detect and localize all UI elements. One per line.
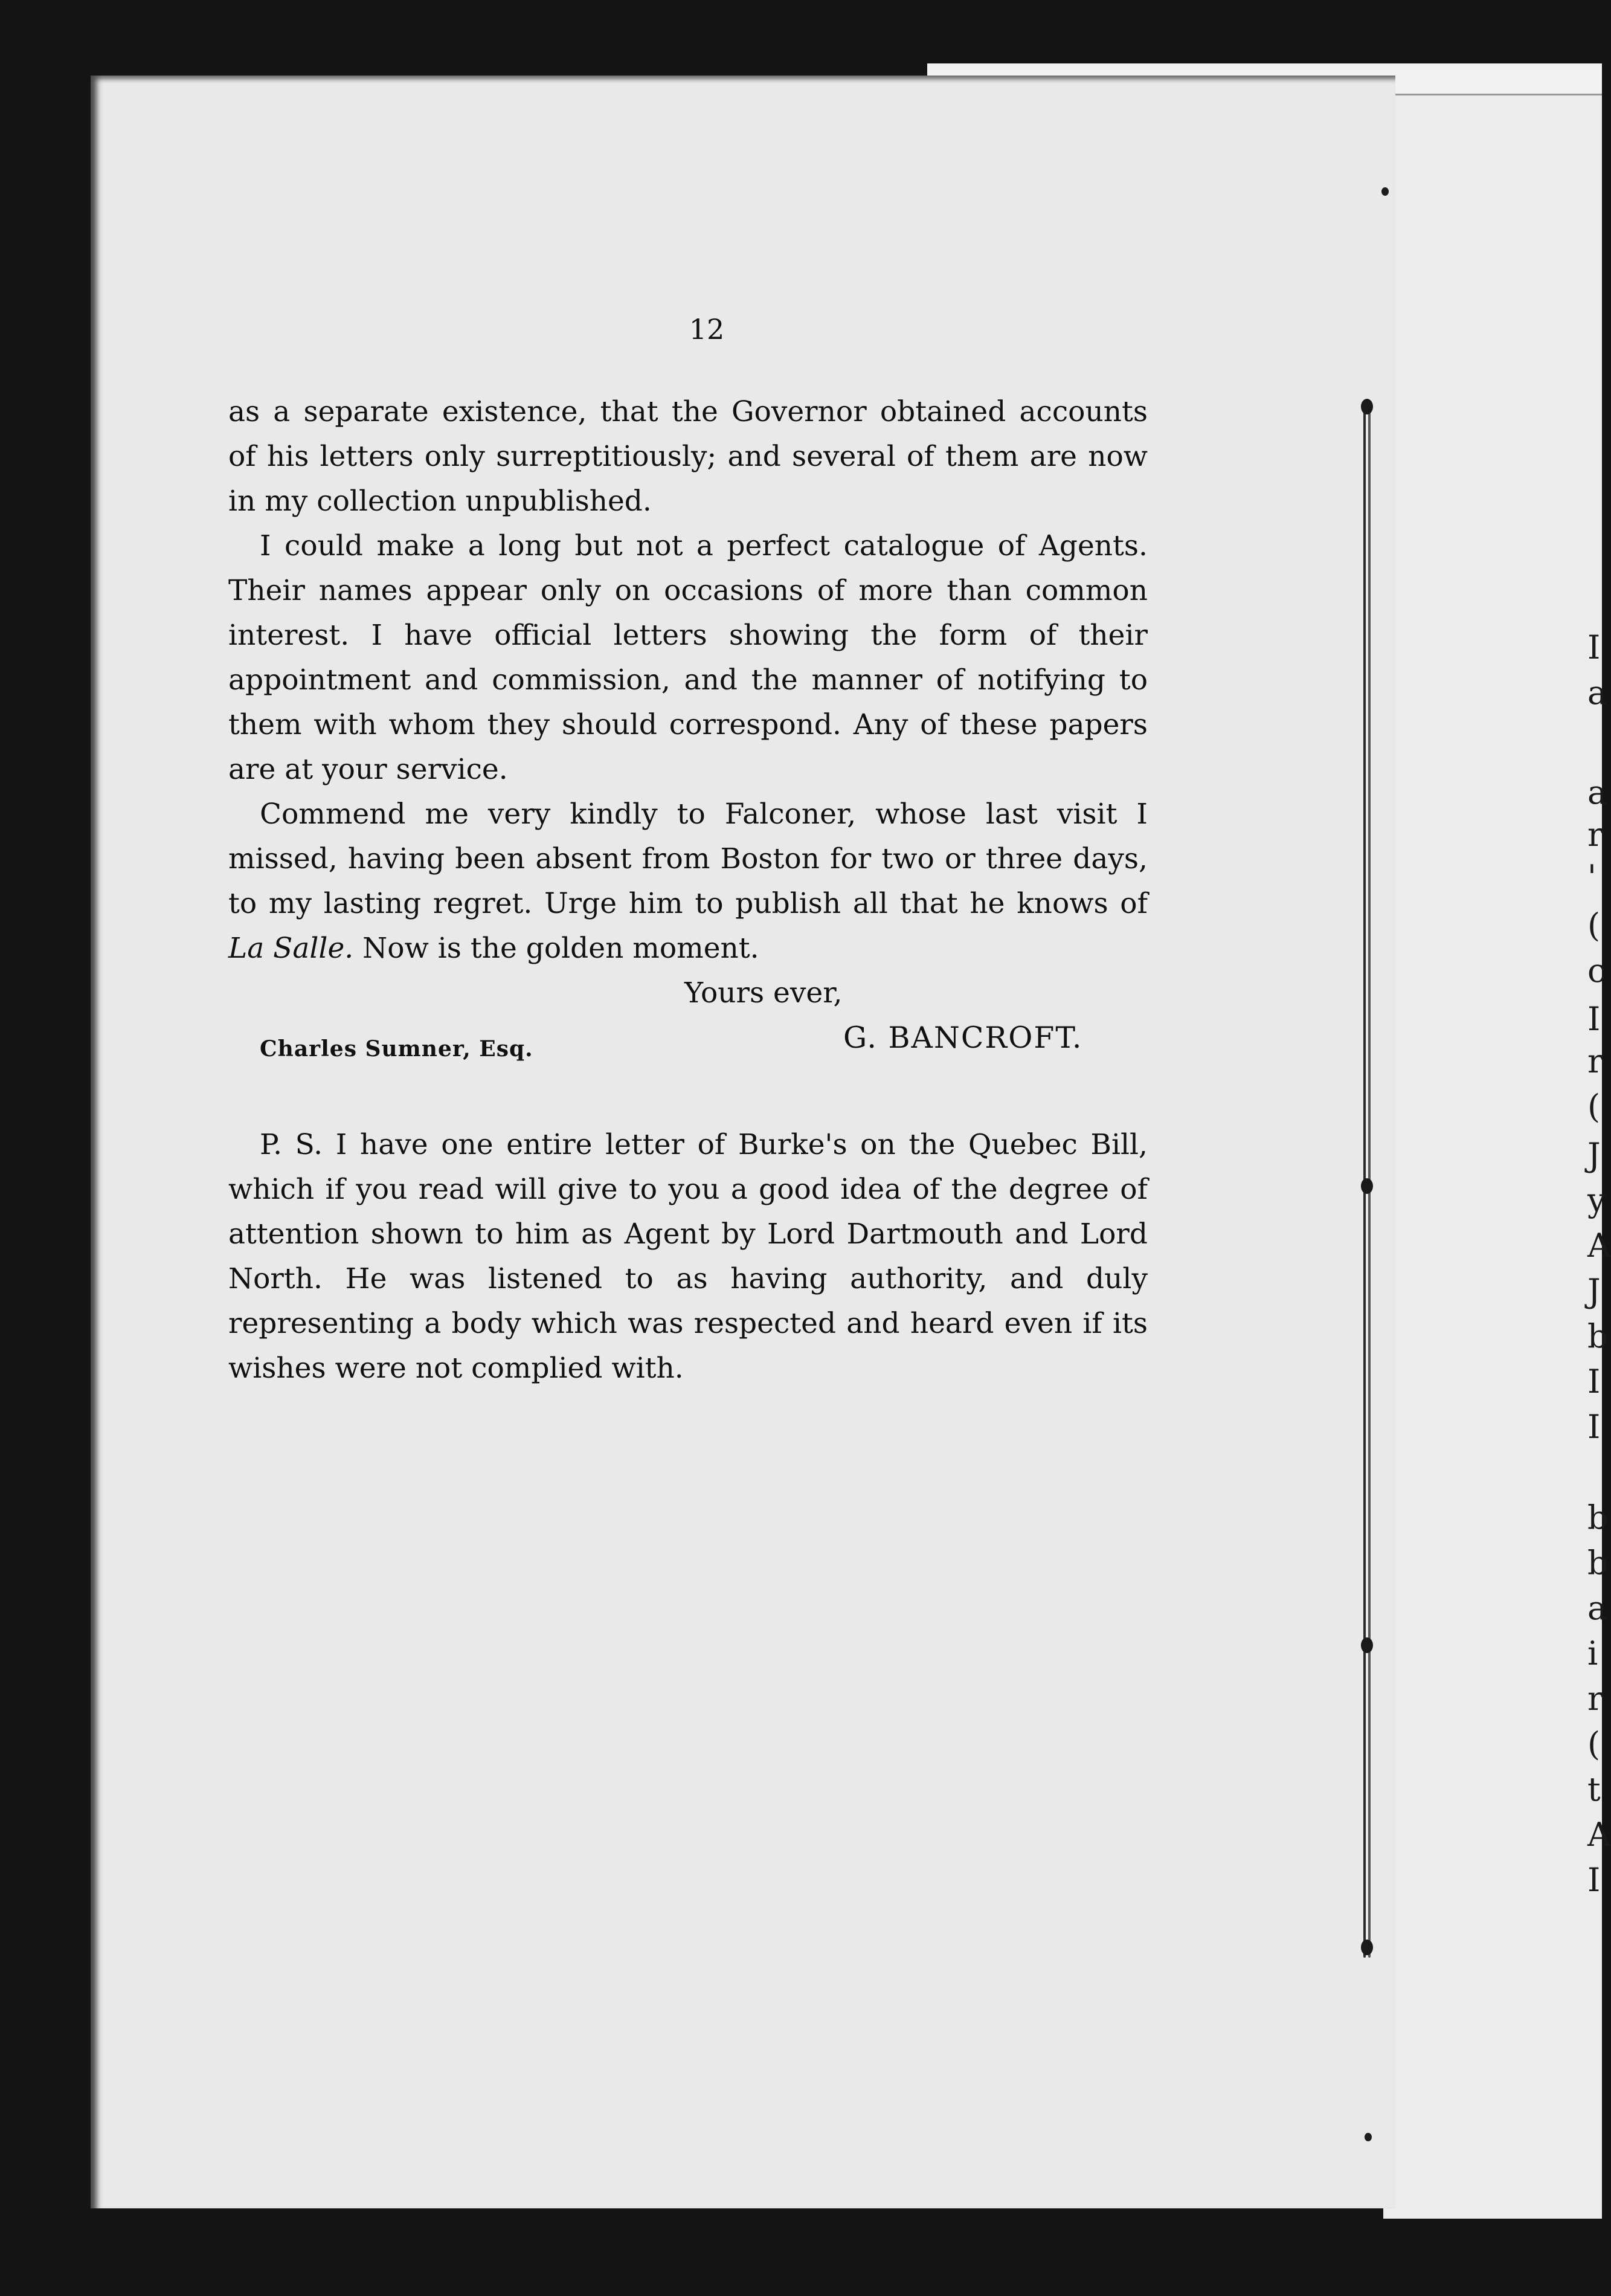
stitch-knot <box>1361 1637 1373 1653</box>
paragraph-falconer-end: Now is the golden moment. <box>353 932 759 965</box>
edge-letter: b <box>1587 1544 1609 1582</box>
edge-letter: ( <box>1587 1088 1601 1126</box>
binding-stitch <box>1362 405 1372 1958</box>
edge-letter: ' <box>1587 858 1597 896</box>
edge-letter: J <box>1587 1136 1601 1174</box>
edge-letter: I <box>1587 628 1601 666</box>
edge-letter: b <box>1587 1498 1609 1537</box>
edge-letter: r <box>1587 1680 1603 1718</box>
paragraph-continuation: as a separate existence, that the Governor obtained accounts of his letters only surreptitiously; and several of them are now in my collection unpublished. <box>228 395 1148 518</box>
edge-letter: a <box>1587 674 1607 712</box>
facing-page <box>1383 68 1602 2219</box>
edge-letter: I <box>1587 1408 1601 1446</box>
stitch-knot <box>1361 399 1373 414</box>
edge-letter: A <box>1587 1227 1611 1265</box>
letter-body <box>228 314 1148 1391</box>
edge-letter: J <box>1587 1272 1601 1310</box>
edge-letter: a <box>1587 1589 1607 1627</box>
addressee: Charles Sumner, Esq. <box>260 1036 533 1062</box>
paragraph-agents: I could make a long but not a perfect catalogue of Agents. Their names appear only on occasions of more than common interest. I have official letters showing the form of their appointment and commission, and the manner of notifying to them with whom they should correspond. Any of these papers are at your service. <box>228 529 1148 786</box>
edge-letter: r <box>1587 1042 1603 1080</box>
book-title-la-salle: La Salle. <box>228 932 354 965</box>
closing-salutation: Yours ever, <box>684 976 843 1010</box>
edge-letter: a <box>1587 773 1607 811</box>
binding-dot <box>1381 187 1389 196</box>
edge-letter: r <box>1587 816 1603 854</box>
edge-letter: I <box>1587 1000 1601 1038</box>
postscript: P. S. I have one entire letter of Burke's on the Quebec Bill, which if you read will give to you a good idea of the degree of attention shown to him as Agent by Lord Dartmouth and Lord North. He was listened to as having authority, and duly representing a body which was respected and heard even if its wishes were not complied with. <box>228 1128 1148 1385</box>
signature-row <box>228 1016 1148 1065</box>
edge-letter: t <box>1587 1770 1601 1808</box>
binding-dot <box>1365 2133 1372 2141</box>
paragraph-falconer <box>228 792 1148 971</box>
edge-letter: ( <box>1587 906 1601 944</box>
edge-letter: i <box>1587 1634 1598 1672</box>
edge-letter: I <box>1587 1861 1601 1899</box>
paragraph-falconer-text: Commend me very kindly to Falconer, whose last visit I missed, having been absent from Boston for two or three days, to my lasting regret. Urge him to publish all that he knows of <box>228 798 1148 920</box>
edge-letter: b <box>1587 1317 1609 1355</box>
page-number: 12 <box>689 313 725 346</box>
edge-letter: y <box>1587 1181 1606 1219</box>
edge-letter: ( <box>1587 1725 1601 1763</box>
edge-letter: I <box>1587 1362 1601 1401</box>
edge-letter: A <box>1587 1816 1611 1854</box>
stitch-knot <box>1361 1178 1373 1194</box>
facing-page-edge-letters <box>1587 0 1611 2296</box>
signature: G. BANCROFT. <box>843 1021 1083 1055</box>
stitch-knot <box>1361 1940 1373 1955</box>
edge-letter: c <box>1587 952 1606 990</box>
